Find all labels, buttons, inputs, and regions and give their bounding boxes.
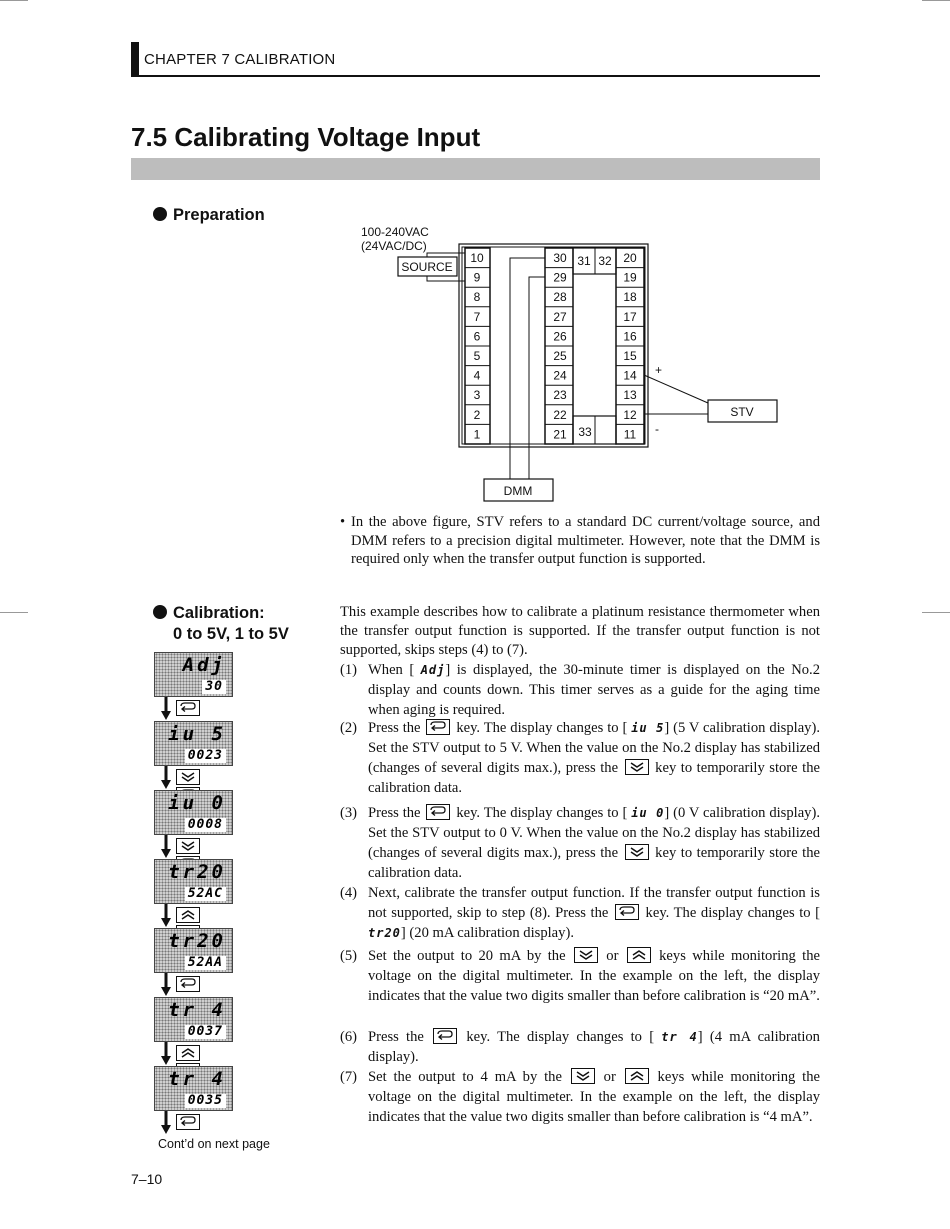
step-number: (6) (340, 1029, 358, 1045)
lcd-display (154, 1066, 233, 1111)
terminal-right: 13 (623, 388, 637, 403)
section-title: 7.5 Calibrating Voltage Input (131, 122, 481, 152)
terminal-right: 20 (623, 251, 637, 265)
lcd-no2-display: 0037 (185, 1025, 226, 1039)
bullet-icon (153, 605, 167, 619)
terminal-left: 3 (473, 388, 481, 403)
continued-note: Cont’d on next page (158, 1137, 270, 1151)
svg-text:+: + (655, 363, 663, 377)
step-4: (4) Next, calibrate the transfer output function. If the transfer output function is not supported, skip to step (8). Press the key. The display changes to [ tr20] (20 mA calibration display). (340, 885, 820, 941)
step-number: (4) (340, 885, 358, 901)
terminal-middle: 24 (553, 368, 567, 383)
svg-text:31: 31 (577, 254, 591, 268)
header-rule (131, 75, 820, 77)
down-arrow-icon (160, 1111, 172, 1135)
terminal-right: 12 (623, 407, 637, 422)
terminal-middle: 21 (553, 427, 567, 442)
terminal-left: 1 (473, 427, 481, 442)
terminal-right: 17 (623, 309, 637, 324)
lcd-no1-display: tr20 (168, 930, 226, 952)
svg-text:DMM: DMM (503, 484, 533, 498)
down-key-icon (571, 1068, 595, 1084)
step-5: (5) Set the output to 20 mA by the or keys while monitoring the voltage on the digital multimeter. In the example on the left, the display indicates that the value two digits smaller than before calibration is “20 mA”. (340, 948, 820, 1004)
step-number: (7) (340, 1069, 358, 1085)
terminal-right: 18 (623, 290, 637, 305)
terminal-left: 2 (473, 407, 481, 422)
preparation-heading-text: Preparation (173, 206, 265, 224)
step-6: (6) Press the key. The display changes to [ tr 4] (4 mA calibration display). (340, 1029, 820, 1065)
lcd-no1-display: iu 0 (168, 792, 226, 814)
crop-mark (922, 0, 950, 1)
terminal-right: 19 (623, 270, 637, 285)
mode-key-icon (176, 976, 200, 992)
chapter-marker (131, 42, 139, 77)
mode-key-icon (426, 804, 450, 820)
terminal-left: 10 (470, 251, 484, 265)
segment-code: tr 4 (661, 1030, 698, 1044)
mode-key-icon (426, 719, 450, 735)
terminal-left: 4 (473, 368, 481, 383)
calibration-heading (153, 603, 289, 645)
down-arrow-icon (160, 1042, 172, 1066)
terminal-middle: 26 (553, 329, 567, 344)
preparation-note: • In the above figure, STV refers to a standard DC current/voltage source, and DMM refers to a precision digital multimeter. However, note that the DMM is required only when the transfer output function is supported. (340, 514, 820, 567)
down-arrow-icon (160, 904, 172, 928)
down-key-icon (625, 759, 649, 775)
svg-text:32: 32 (598, 254, 612, 268)
preparation-heading (153, 206, 265, 225)
lcd-display (154, 928, 233, 973)
down-key-icon (176, 769, 200, 785)
lcd-no1-display: Adj (182, 654, 226, 676)
down-arrow-icon (160, 835, 172, 859)
terminal-middle: 23 (553, 388, 567, 403)
lcd-display (154, 652, 233, 697)
terminal-right: 11 (623, 427, 637, 442)
section-band (131, 158, 820, 180)
svg-text:100-240VAC: 100-240VAC (361, 225, 429, 239)
step-1: (1) When [ Adj] is displayed, the 30-minute timer is displayed on the No.2 display and counts down. This timer serves as a guide for the aging time when aging is required. (340, 662, 820, 718)
svg-text:-: - (655, 422, 659, 436)
step-number: (3) (340, 805, 358, 821)
terminal-left: 8 (473, 290, 481, 305)
lcd-no2-display: 30 (202, 680, 226, 694)
lcd-no2-display: 0035 (185, 1094, 226, 1108)
up-key-icon (625, 1068, 649, 1084)
terminal-left: 9 (473, 270, 481, 285)
calibration-heading-line2: 0 to 5V, 1 to 5V (173, 625, 289, 643)
down-arrow-icon (160, 973, 172, 997)
down-arrow-icon (160, 766, 172, 790)
chapter-header: CHAPTER 7 CALIBRATION (144, 51, 336, 68)
terminal-middle: 25 (553, 349, 567, 363)
lcd-display (154, 859, 233, 904)
segment-code: iu 5 (631, 721, 665, 735)
step-number: (1) (340, 662, 358, 678)
step-number: (2) (340, 720, 358, 736)
terminal-right: 14 (623, 368, 637, 383)
terminal-middle: 29 (553, 270, 567, 285)
svg-text:STV: STV (730, 405, 754, 419)
segment-code: iu 0 (631, 806, 665, 820)
lcd-display (154, 721, 233, 766)
lcd-no2-display: 52AC (185, 887, 226, 901)
terminal-middle: 27 (553, 309, 567, 324)
down-key-icon (625, 844, 649, 860)
terminal-middle: 22 (553, 407, 567, 422)
crop-mark (0, 612, 28, 613)
terminal-left: 5 (473, 349, 481, 363)
segment-code: Adj (420, 663, 446, 677)
svg-text:(24VAC/DC): (24VAC/DC) (361, 239, 427, 253)
lcd-no1-display: iu 5 (168, 723, 226, 745)
down-key-icon (176, 838, 200, 854)
svg-text:33: 33 (578, 425, 592, 439)
up-key-icon (176, 907, 200, 923)
step-7: (7) Set the output to 4 mA by the or keys while monitoring the voltage on the digital multimeter. In the example on the left, the display indicates that the value two digits smaller than before calibration is “4 mA”. (340, 1069, 820, 1125)
calibration-heading-line1: Calibration: (173, 604, 265, 622)
down-arrow-icon (160, 697, 172, 721)
page-number: 7–10 (131, 1171, 163, 1187)
mode-key-icon (433, 1028, 457, 1044)
step-number: (5) (340, 948, 358, 964)
step-2: (2) Press the key. The display changes to [ iu 5] (5 V calibration display). Set the STV output to 5 V. When the value on the No.2 display has stabilized (changes of several digits max.), press the key to temporarily store the calibration data. (340, 720, 821, 796)
terminal-middle: 30 (553, 251, 567, 265)
terminal-right: 15 (623, 349, 637, 363)
lcd-no1-display: tr 4 (168, 999, 226, 1021)
crop-mark (922, 612, 950, 613)
lcd-no2-display: 52AA (185, 956, 226, 970)
lcd-display (154, 790, 233, 835)
terminal-right: 16 (623, 329, 637, 344)
mode-key-icon (176, 700, 200, 716)
wiring-diagram (340, 222, 790, 507)
mode-key-icon (176, 1114, 200, 1130)
bullet-icon (153, 207, 167, 221)
terminal-left: 7 (473, 309, 481, 324)
lcd-no1-display: tr 4 (168, 1068, 226, 1090)
calibration-intro: This example describes how to calibrate a platinum resistance thermometer when the transfer output function is supported. If the transfer output function is not supported, skips steps (4) to (7). (340, 604, 820, 658)
lcd-no2-display: 0008 (185, 818, 226, 832)
mode-key-icon (615, 904, 639, 920)
up-key-icon (627, 947, 651, 963)
segment-code: tr20 (368, 926, 401, 940)
lcd-no2-display: 0023 (185, 749, 226, 763)
lcd-no1-display: tr20 (168, 861, 226, 883)
terminal-left: 6 (473, 329, 481, 344)
down-key-icon (574, 947, 598, 963)
lcd-display (154, 997, 233, 1042)
up-key-icon (176, 1045, 200, 1061)
svg-text:SOURCE: SOURCE (401, 260, 453, 274)
crop-mark (0, 0, 28, 1)
preparation-note-text: In the above figure, STV refers to a standard DC current/voltage source, and DMM refers to a precision digital multimeter. However, note that the DMM is required only when the transfer output function is supported. (351, 514, 820, 567)
step-3: (3) Press the key. The display changes to [ iu 0] (0 V calibration display). Set the STV output to 0 V. When the value on the No.2 display has stabilized (changes of several digits max.), press the key to temporarily store the calibration data. (340, 805, 821, 881)
terminal-middle: 28 (553, 290, 567, 305)
